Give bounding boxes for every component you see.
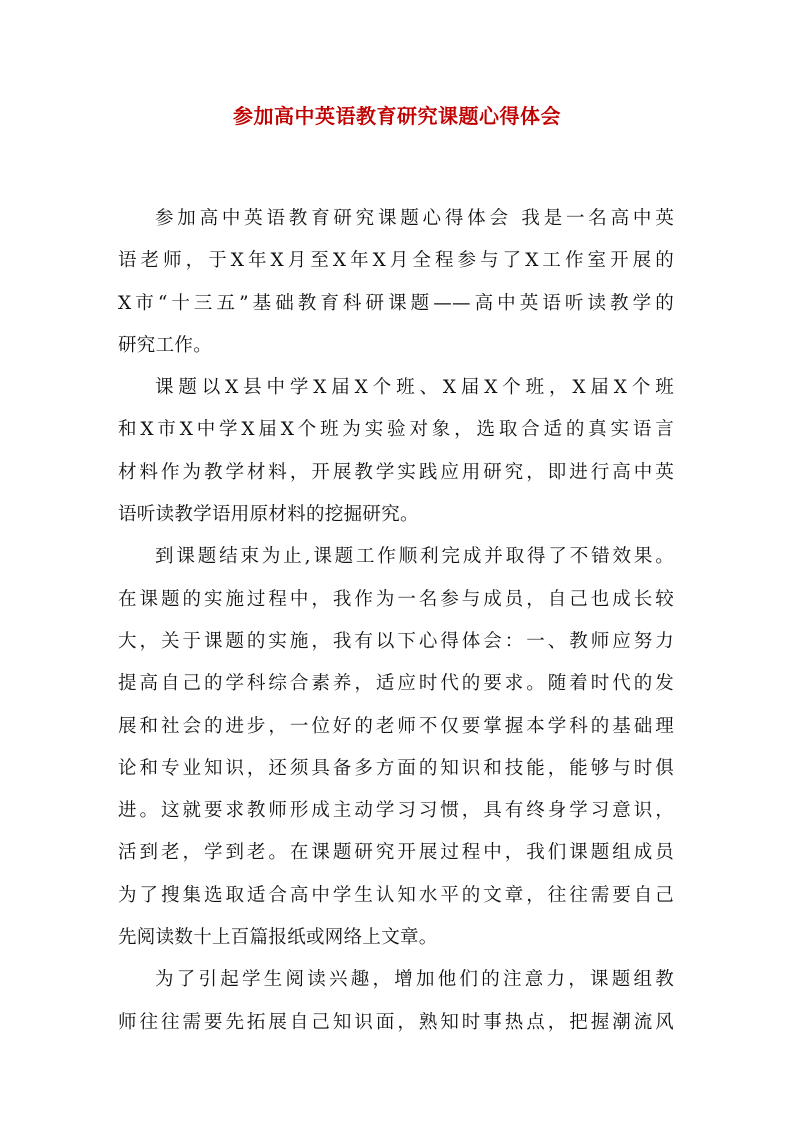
paragraph-line: 活到老，学到老。在课题研究开展过程中，我们课题组成员 <box>118 842 674 864</box>
paragraph-line: 到课题结束为止,课题工作顺利完成并取得了不错效果。 <box>155 546 674 568</box>
paragraph-line: 在课题的实施过程中，我作为一名参与成员，自己也成长较 <box>118 588 674 610</box>
paragraph-line: 为了引起学生阅读兴趣，增加他们的注意力，课题组教 <box>155 969 674 991</box>
paragraph-line: 进。这就要求教师形成主动学习习惯，具有终身学习意识， <box>118 800 674 822</box>
paragraph-line: 提高自己的学科综合素养，适应时代的要求。随着时代的发 <box>118 673 674 695</box>
paragraph-line: 师往往需要先拓展自己知识面，熟知时事热点，把握潮流风 <box>118 1011 674 1033</box>
paragraph-line: X市“十三五”基础教育科研课题——高中英语听读教学的 <box>118 292 674 314</box>
paragraph-line: 材料作为教学材料，开展教学实践应用研究，即进行高中英 <box>118 461 674 483</box>
paragraph-line: 语老师，于X年X月至X年X月全程参与了X工作室开展的 <box>118 250 674 272</box>
paragraph-line: 语听读教学语用原材料的挖掘研究。 <box>118 504 419 526</box>
paragraph-line: 参加高中英语教育研究课题心得体会 我是一名高中英 <box>155 208 674 229</box>
paragraph-line: 展和社会的进步，一位好的老师不仅要掌握本学科的基础理 <box>118 715 674 737</box>
paragraph-line: 先阅读数十上百篇报纸或网络上文章。 <box>118 927 438 949</box>
paragraph-line: 为了搜集选取适合高中学生认知水平的文章，往往需要自己 <box>118 884 674 906</box>
document-body <box>118 198 674 1044</box>
paragraph-line: 课题以X县中学X届X个班、X届X个班，X届X个班 <box>155 377 674 399</box>
paragraph-line: 研究工作。 <box>118 334 213 356</box>
paragraph-line: 论和专业知识，还须具备多方面的知识和技能，能够与时俱 <box>118 757 674 779</box>
paragraph-line: 大，关于课题的实施，我有以下心得体会：一、教师应努力 <box>118 630 674 652</box>
document-title: 参加高中英语教育研究课题心得体会 <box>233 104 561 128</box>
paragraph-line: 和X市X中学X届X个班为实验对象，选取合适的真实语言 <box>118 419 674 441</box>
